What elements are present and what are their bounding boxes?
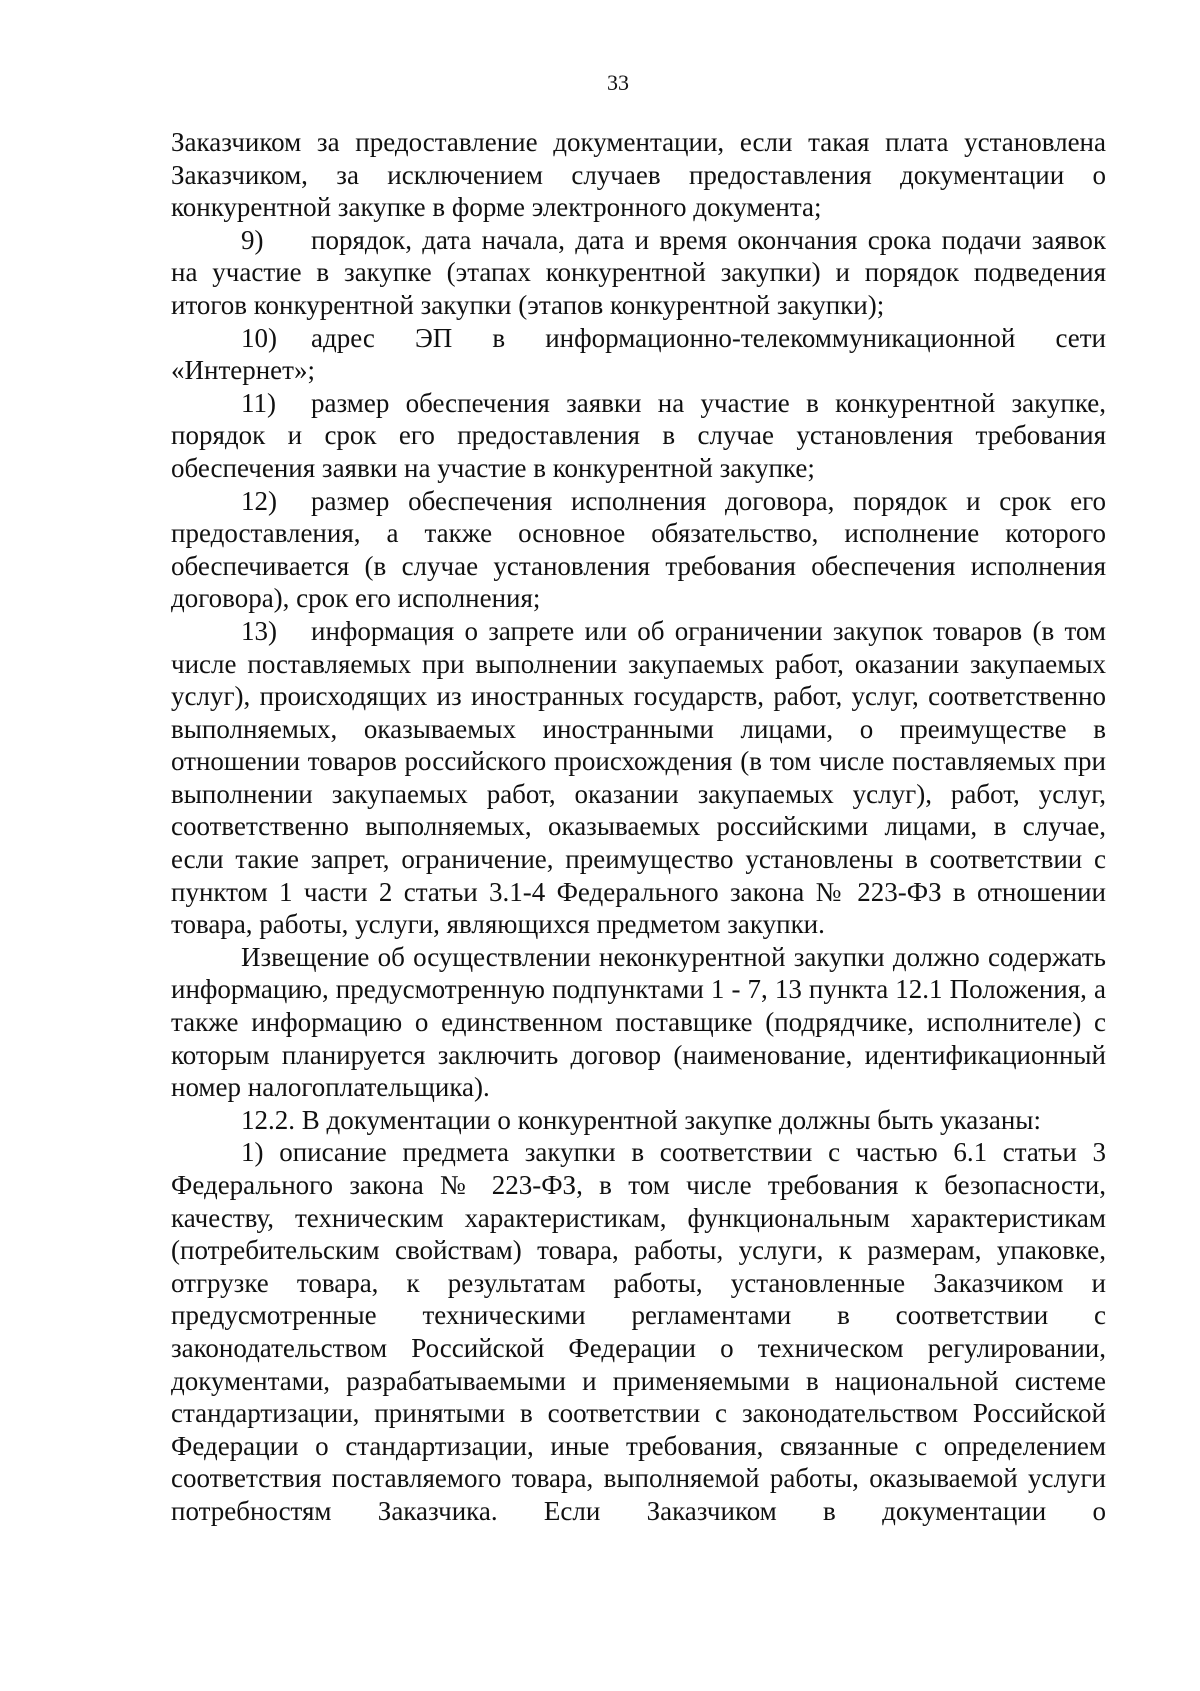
list-item-text: адрес ЭП в информационно-телекоммуникационной сети «Интернет»; [171, 322, 1106, 386]
list-item-text: размер обеспечения заявки на участие в конкурентной закупке, порядок и срок его предоставления в случае установления требования обеспечения заявки на участие в конкурентной закупке; [171, 387, 1106, 483]
list-item-number: 13) [241, 615, 277, 646]
list-item-number: 9) [241, 224, 264, 255]
list-item-11 [171, 387, 1106, 485]
list-item-1: 1) описание предмета закупки в соответствии с частью 6.1 статьи 3 Федерального закона № 223-ФЗ, в том числе требования к безопасности, качеству, техническим характеристикам, функциональным характеристикам (потребительским свойствам) товара, работы, услуги, к размерам, упаковке, отгрузке товара, к результатам работы, установленные Заказчиком и предусмотренные техническими регламентами в соответствии с законодательством Российской Федерации о техническом регулировании, документами, разрабатываемыми и применяемыми в национальной системе стандартизации, принятыми в соответствии с законодательством Российской Федерации о стандартизации, иные требования, связанные с определением соответствия поставляемого товара, выполняемой работы, оказываемой услуги потребностям Заказчика. Если Заказчиком в документации о [171, 1137, 1106, 1526]
page-number: 33 [607, 70, 629, 95]
paragraph-notice: Извещение об осуществлении неконкурентной закупки должно содержать информацию, предусмотренную подпунктами 1 - 7, 13 пункта 12.1 Положения, а также информацию о единственном поставщике (подрядчике, исполнителе) с которым планируется заключить договор (наименование, идентификационный номер налогоплательщика). [171, 941, 1106, 1103]
list-item-13 [171, 615, 1106, 941]
list-item-12 [171, 485, 1106, 615]
paragraph-continuation: Заказчиком за предоставление документации, если такая плата установлена Заказчиком, за исключением случаев предоставления документации о конкурентной закупке в форме электронного документа; [171, 127, 1106, 223]
section-heading-12-2: 12.2. В документации о конкурентной закупке должны быть указаны: [241, 1104, 1041, 1135]
list-item-text: порядок, дата начала, дата и время окончания срока подачи заявок на участие в закупке (этапах конкурентной закупки) и порядок подведения итогов конкурентной закупки (этапов конкурентной закупки); [171, 224, 1106, 320]
list-item-number: 11) [241, 387, 276, 418]
document-body [171, 126, 1106, 1528]
list-item-9 [171, 224, 1106, 322]
list-item-number: 12) [241, 485, 277, 516]
list-item-text: размер обеспечения исполнения договора, порядок и срок его предоставления, а также основное обязательство, исполнение которого обеспечивается (в случае установления требования обеспечения исполнения договора), срок его исполнения; [171, 485, 1106, 614]
list-item-number: 10) [241, 322, 277, 353]
list-item-text: информация о запрете или об ограничении закупок товаров (в том числе поставляемых при выполнении закупаемых работ, оказании закупаемых услуг), происходящих из иностранных государств, работ, услуг, соответственно выполняемых, оказываемых иностранными лицами, о преимуществе в отношении товаров российского происхождения (в том числе поставляемых при выполнении закупаемых работ, оказании закупаемых услуг), работ, услуг, соответственно выполняемых, оказываемых российскими лицами, в случае, если такие запрет, ограничение, преимущество установлены в соответствии с пунктом 1 части 2 статьи 3.1-4 Федерального закона № 223-ФЗ в отношении товара, работы, услуги, являющихся предметом закупки. [171, 615, 1106, 940]
list-item-10 [171, 322, 1106, 387]
